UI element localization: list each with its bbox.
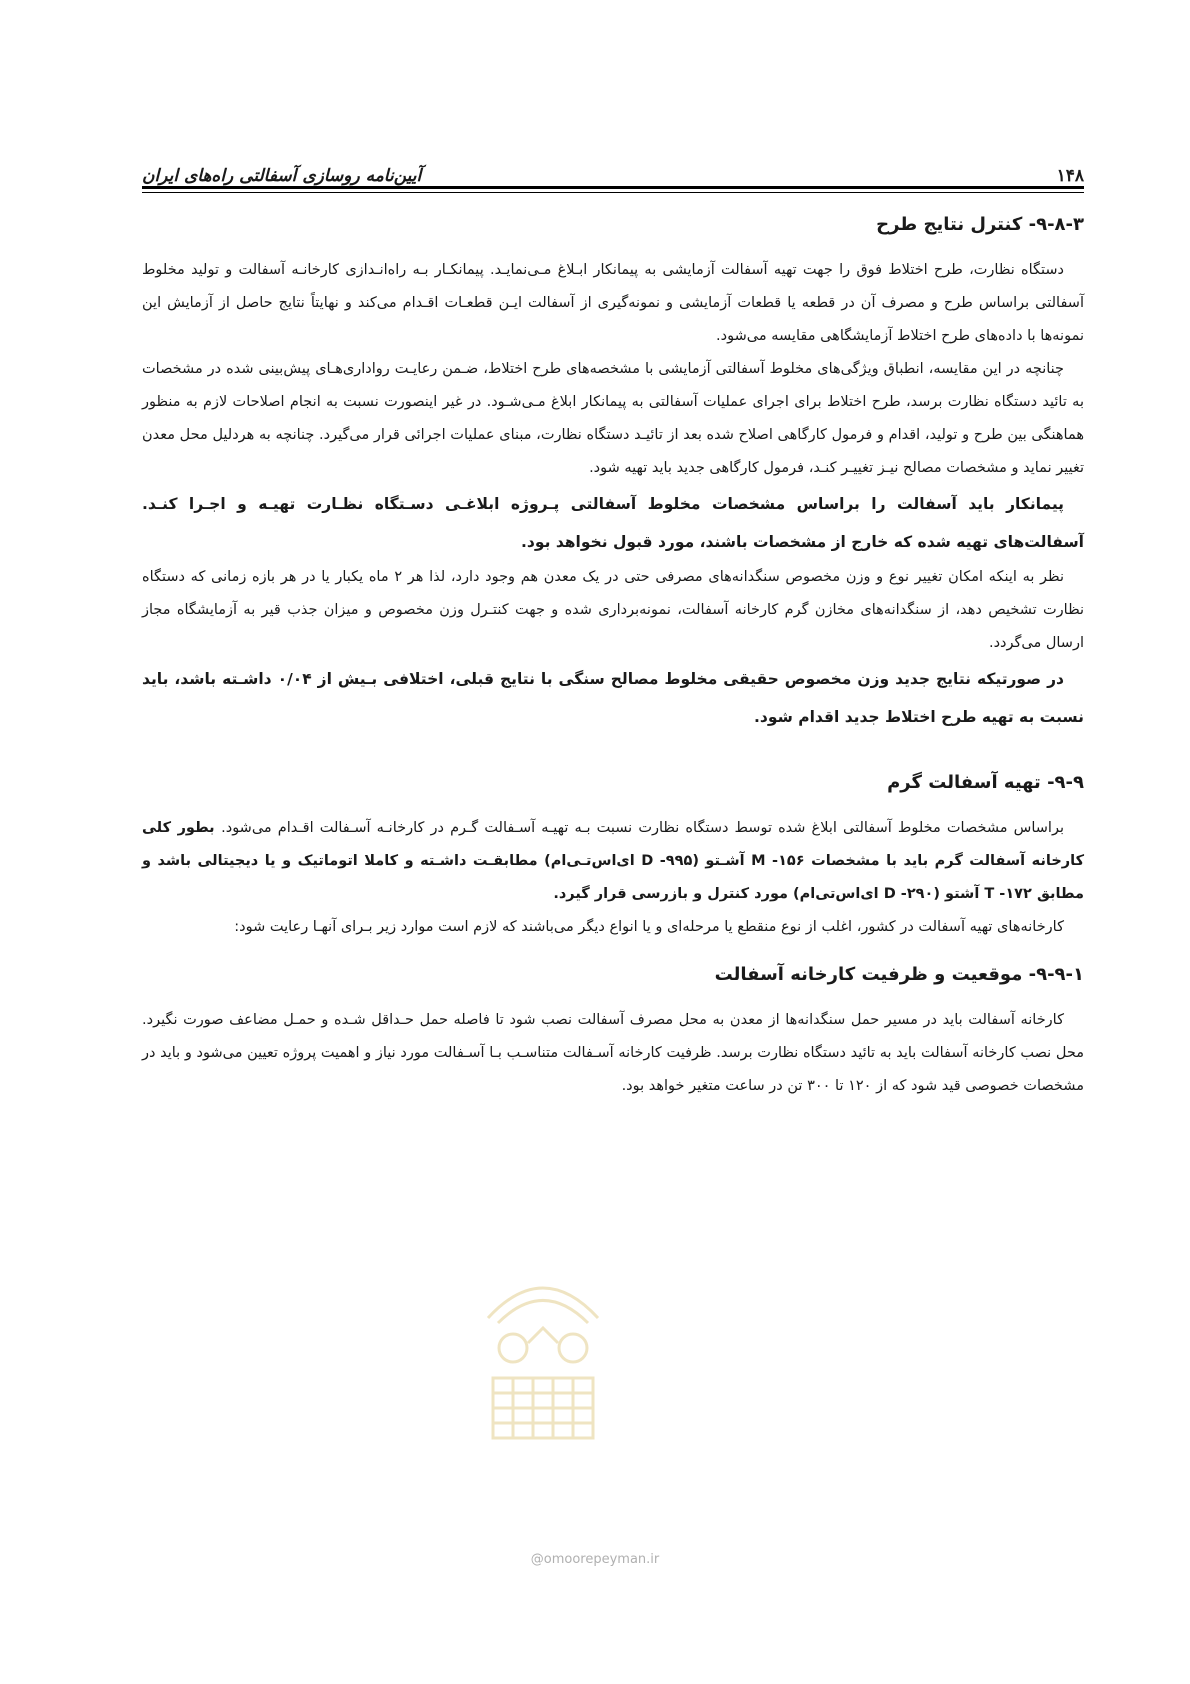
page-number: ۱۴۸	[1056, 166, 1084, 186]
paragraph-bold-part: بطور کلی کارخانه آسفالت گرم باید با مشخصات ۱۵۶- M آشـتو (۹۹۵- D ای‌اس‌تـی‌ام) مطابقـت داشـته و کاملا اتوماتیک و یا دیجیتالی باشد و مطابق ۱۷۲- T آشتو (۲۹۰- D ای‌اس‌تی‌ام) مورد کنترل و بازرسی قرار گیرد.	[142, 820, 1085, 902]
header-rule-thick	[142, 186, 1084, 189]
bold-paragraph: در صورتیکه نتایج جدید وزن مخصوص حقیقی مخلوط مصالح سنگی با نتایج قبلی، اختلافی بـیش از ۰/۰۴ داشـته باشد، باید نسبت به تهیه طرح اختلاط جدید اقدام شود.	[142, 670, 1084, 726]
paragraph: دستگاه نظارت، طرح اختلاط فوق را جهت تهیه آسفالت آزمایشی به پیمانکار ابـلاغ مـی‌نمایـد. پیمانکـار بـه راه‌انـدازی کارخانـه آسفالت و تولید مخلوط آسفالتی براساس طرح و مصرف آن در قطعه یا قطعات آزمایشی و نمونه‌گیری از آسفالت ایـن قطعـات اقـدام می‌کند و نهایتاً نتایج حاصل از آزمایش این نمونه‌ها با داده‌های طرح اختلاط آزمایشگاهی مقایسه می‌شود.	[142, 262, 1084, 344]
header-rule-thin	[142, 192, 1084, 193]
paragraph: نظر به اینکه امکان تغییر نوع و وزن مخصوص سنگدانه‌های مصرفی حتی در یک معدن هم وجود دارد، لذا هر ۲ ماه یکبار یا در هر بازه زمانی که دستگاه نظارت تشخیص دهد، از سنگدانه‌های مخازن گرم کارخانه آسفالت، نمونه‌برداری شده و جهت کنتـرل وزن مخصوص و میزان جذب قیر به آزمایشگاه مجاز ارسال می‌گردد.	[142, 569, 1084, 651]
paragraph-normal-part: براساس مشخصات مخلوط آسفالتی ابلاغ شده توسط دستگاه نظارت نسبت بـه تهیـه آسـفالت گـرم در کارخانـه آسـفالت اقـدام می‌شود.	[221, 820, 1064, 836]
section-heading-9-9: ۹-۹- تهیه آسفالت گرم	[887, 772, 1084, 793]
watermark-seal-icon	[468, 1248, 618, 1458]
paragraph: کارخانه آسفالت باید در مسیر حمل سنگدانه‌ها از معدن به محل مصرف آسفالت نصب شود تا فاصله حمل حـداقل شـده و حمـل مضاعف صورت نگیرد. محل نصب کارخانه آسفالت باید به تائید دستگاه نظارت برسد. ظرفیت کارخانه آسـفالت متناسـب بـا آسـفالت مورد نیاز و اهمیت پروژه تعیین می‌شود و باید در مشخصات خصوصی قید شود که از ۱۲۰ تا ۳۰۰ تن در ساعت متغیر خواهد بود.	[142, 1012, 1084, 1094]
paragraph: کارخانه‌های تهیه آسفالت در کشور، اغلب از نوع منقطع یا مرحله‌ای و یا انواع دیگر می‌باشند که لازم است موارد زیر بـرای آنهـا رعایت شود:	[234, 919, 1064, 935]
footer-website: @omoorepeyman.ir	[530, 1552, 660, 1567]
page-content	[142, 210, 1084, 1103]
paragraph-mixed	[142, 812, 1084, 911]
section-heading-9-8-3: ۹-۸-۳- کنترل نتایج طرح	[876, 214, 1084, 235]
bold-paragraph: پیمانکار باید آسفالت را براساس مشخصات مخلوط آسفالتی پـروژه ابلاغـی دسـتگاه نظـارت تهیـه و اجـرا کنـد. آسفالت‌های تهیه شده که خارج از مشخصات باشند، مورد قبول نخواهد بود.	[142, 495, 1084, 551]
section-heading-9-9-1: ۹-۹-۱- موقعیت و ظرفیت کارخانه آسفالت	[714, 964, 1084, 985]
paragraph: چنانچه در این مقایسه، انطباق ویژگی‌های مخلوط آسفالتی آزمایشی با مشخصه‌های طرح اختلاط، ضـمن رعایـت رواداری‌هـای پیش‌بینی شده در مشخصات به تائید دستگاه نظارت برسد، طرح اختلاط برای اجرای عملیات آسفالتی به پیمانکار ابلاغ مـی‌شـود. در غیر اینصورت نسبت به انجام اصلاحات لازم به منظور هماهنگی بین طرح و تولید، اقدام و فرمول کارگاهی اصلاح شده بعد از تائیـد دستگاه نظارت، مبنای عملیات اجرائی قرار می‌گیرد. چنانچه به هردلیل محل معدن تغییر نماید و مشخصات مصالح نیـز تغییـر کنـد، فرمول کارگاهی جدید باید تهیه شود.	[142, 361, 1084, 476]
running-title: آیین‌نامه روسازی آسفالتی راه‌های ایران	[142, 166, 422, 186]
page-header	[142, 150, 1084, 186]
